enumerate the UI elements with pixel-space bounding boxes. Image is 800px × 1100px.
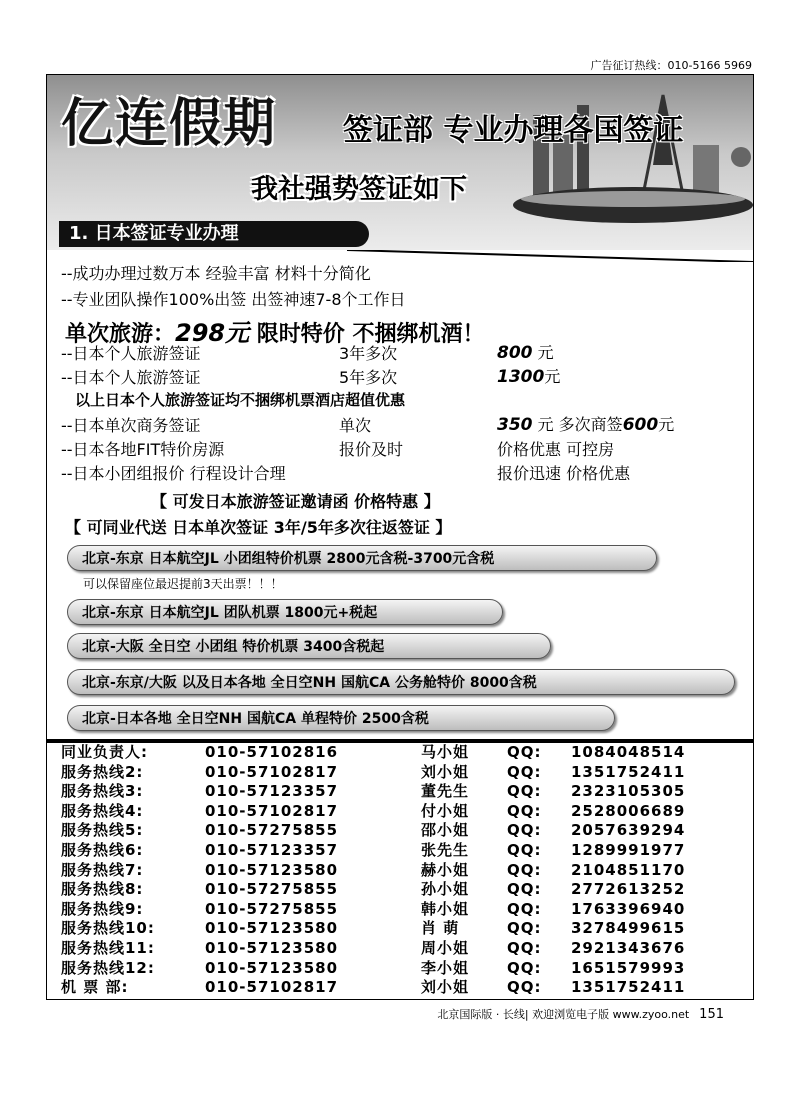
seat-note: 可以保留座位最迟提前3天出票！！！	[83, 577, 283, 591]
visa-row-type: 3年多次	[339, 344, 398, 363]
flight-deal-pill: 北京-东京 日本航空JL 小团组特价机票 2800元含税-3700元含税	[67, 545, 657, 571]
contact-row: 服务热线8: 010-57275855 孙小姐 QQ: 2772613252	[61, 880, 686, 899]
promo-prefix: 单次旅游：	[65, 322, 176, 347]
contact-row: 服务热线9: 010-57275855 韩小姐 QQ: 1763396940	[61, 899, 686, 918]
intro-line-1: --成功办理过数万本 经验丰富 材料十分简化	[61, 264, 371, 283]
section-title: 1. 日本签证专业办理	[59, 221, 369, 247]
contact-row: 服务热线10: 010-57123580 肖 萌 QQ: 3278499615	[61, 919, 686, 938]
contact-row	[61, 998, 741, 1000]
business-visa-price: 350 元 多次商签600元	[497, 415, 675, 435]
intro-line-2: --专业团队操作100%出签 出签神速7-8个工作日	[61, 290, 406, 309]
header-banner	[47, 75, 753, 250]
business-visa-type: 单次	[339, 416, 372, 435]
visa-row-price: 1300元	[497, 367, 561, 387]
fit-row-mid: 报价及时	[339, 440, 404, 459]
contact-row: 服务热线3: 010-57123357 董先生 QQ: 2323105305	[61, 782, 686, 801]
visa-row-name: --日本个人旅游签证	[61, 344, 201, 363]
group-row-right: 报价迅速 价格优惠	[497, 464, 631, 483]
ad-hotline: 广告征订热线：010-5166 5969	[590, 59, 752, 72]
group-row-name: --日本小团组报价 行程设计合理	[61, 464, 286, 483]
invitation-note: 【 可发日本旅游签证邀请函 价格特惠 】	[151, 492, 440, 511]
contact-row: 服务热线12: 010-57123580 李小姐 QQ: 1651579993	[61, 958, 686, 977]
contact-row: 服务热线2: 010-57102817 刘小姐 QQ: 1351752411	[61, 762, 686, 781]
visa-row-price: 800 元	[497, 343, 554, 363]
header-slogan: 签证部 专业办理各国签证	[343, 113, 684, 148]
contact-row: 服务热线7: 010-57123580 赫小姐 QQ: 2104851170	[61, 860, 686, 879]
contact-row: 同业负责人: 010-57102816 马小姐 QQ: 1084048514	[61, 743, 686, 761]
travel-skyline-icon	[513, 75, 753, 250]
flight-deal-pill: 北京-日本各地 全日空NH 国航CA 单程特价 2500含税	[67, 705, 615, 731]
visa-row-name: --日本个人旅游签证	[61, 368, 201, 387]
ad-frame	[46, 74, 754, 1000]
agency-note: 【 可同业代送 日本单次签证 3年/5年多次往返签证 】	[65, 518, 452, 537]
visa-row-type: 5年多次	[339, 368, 398, 387]
brand-name: 亿连假期	[61, 94, 278, 154]
flight-deal-pill: 北京-大阪 全日空 小团组 特价机票 3400含税起	[67, 633, 551, 659]
promo-price: 298元	[175, 319, 250, 347]
page-number: 151	[699, 1007, 724, 1022]
contact-row: 服务热线5: 010-57275855 邵小姐 QQ: 2057639294	[61, 821, 686, 840]
contact-row: 服务热线4: 010-57102817 付小姐 QQ: 2528006689	[61, 801, 686, 820]
business-visa-name: --日本单次商务签证	[61, 416, 201, 435]
contact-list	[61, 743, 741, 1000]
fit-row-right: 价格优惠 可控房	[497, 440, 615, 459]
fit-row-name: --日本各地FIT特价房源	[61, 440, 225, 459]
page-footer	[437, 1006, 724, 1022]
footer-text: 北京国际版 · 长线| 欢迎浏览电子版 www.zyoo.net	[437, 1008, 690, 1021]
header-subtitle: 我社强势签证如下	[251, 174, 467, 205]
promo-suffix: 限时特价 不捆绑机酒！	[249, 322, 485, 347]
contact-row: 服务热线11: 010-57123580 周小姐 QQ: 2921343676	[61, 938, 686, 957]
contact-row: 机 票 部: 010-57102817 刘小姐 QQ: 1351752411	[61, 978, 686, 997]
bundle-note: 以上日本个人旅游签证均不捆绑机票酒店超值优惠	[75, 391, 406, 409]
flight-deal-pill: 北京-东京/大阪 以及日本各地 全日空NH 国航CA 公务舱特价 8000含税	[67, 669, 735, 695]
flight-deal-pill: 北京-东京 日本航空JL 团队机票 1800元+税起	[67, 599, 503, 625]
contact-row: 服务热线6: 010-57123357 张先生 QQ: 1289991977	[61, 840, 686, 859]
